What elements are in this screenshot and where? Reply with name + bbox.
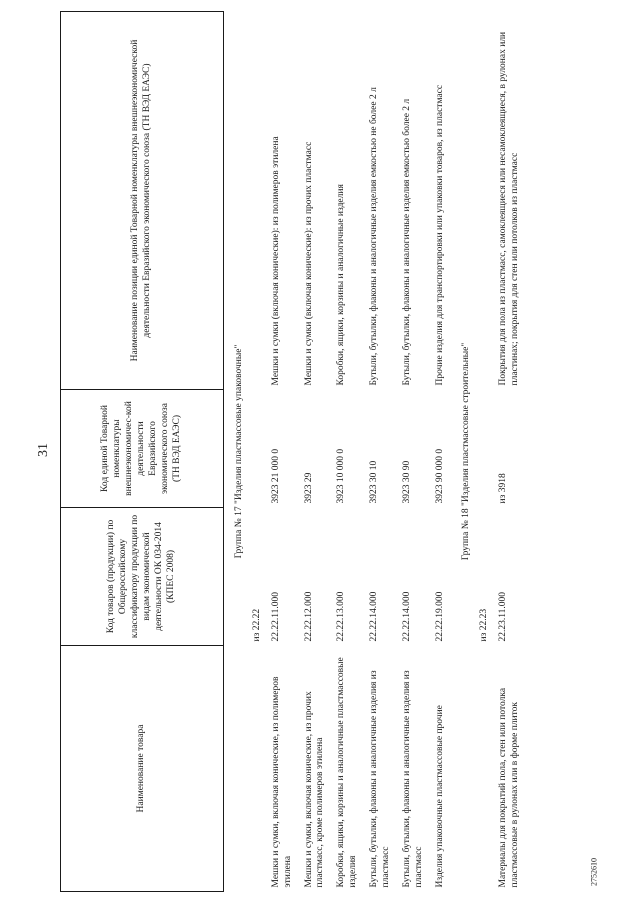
product-name: Мешки и сумки, включая конические, из полимеров этилена (270, 676, 293, 888)
product-name: Коробки, ящики, корзины и аналогичные пластмассовые изделия (336, 657, 359, 888)
table-row (365, 12, 398, 892)
header-tnved-name: Наименование позиции единой Товарной номенклатуры внешнеэкономической деятельности Евразийского экономического союза (ТН ВЭД ЕАЭС) (61, 12, 224, 390)
table-row (300, 12, 333, 892)
group-title: Группа № 17 "Изделия пластмассовые упаковочные" (234, 344, 244, 559)
table-row (332, 12, 365, 892)
tnved-code: 3923 30 10 (369, 460, 379, 504)
tnved-description: Мешки и сумки (включая конические): из прочих пластмасс (303, 141, 314, 386)
tnved-code: из 3918 (498, 473, 509, 504)
tnved-description: Бутыли, бутылки, флаконы и аналогичные изделия емкостью более 2 л (401, 98, 412, 386)
okpd-code: 22.23.11.000 (498, 591, 509, 642)
product-name: Бутыли, бутылки, флаконы и аналогичные изделия из пластмасс (401, 670, 424, 888)
tnved-code: 3923 10 000 0 (336, 448, 347, 504)
group-title: Группа № 18 "Изделия пластмассовые строительные" (461, 342, 472, 561)
group-header (451, 12, 477, 892)
product-name: Материалы для покрытий пола, стен или потолка пластмассовые в рулонах или в форме плиток (498, 687, 520, 888)
okpd-code: 22.22.13.000 (336, 591, 347, 642)
header-product-name: Наименование товара (61, 646, 224, 892)
classification-table (60, 11, 527, 892)
tnved-code: 3923 30 90 (401, 460, 412, 504)
tnved-description: Покрытия для пола из пластмасс, самоклеящиеся или несамоклеящиеся, в рулонах или пластинах; покрытия для стен или потолков из пластмасс (498, 31, 520, 386)
okpd-code: 22.22.14.000 (369, 591, 379, 642)
group-okpd-range: из 22.23 (479, 608, 490, 642)
header-okpd-code: Код товаров (продукции) по Общероссийскому классификатору продукции по видам экономической деятельности ОК 034-2014 (КПЕС 2008) (61, 508, 224, 646)
page-number: 31 (36, 443, 51, 457)
group-okpd-range: из 22.22 (251, 608, 262, 642)
table-header (61, 12, 224, 892)
tnved-description: Коробки, ящики, корзины и аналогичные изделия (336, 184, 347, 386)
product-name: Мешки и сумки, включая конические, из прочих пластмасс, кроме полимеров этилена (303, 691, 326, 888)
rotated-page (60, 12, 600, 892)
okpd-code: 22.22.12.000 (303, 591, 314, 642)
table-body (224, 12, 527, 892)
group-subheader (250, 12, 267, 892)
group-header (224, 12, 250, 892)
table-row (267, 12, 300, 892)
product-name: Изделия упаковочные пластмассовые прочие (434, 705, 445, 888)
tnved-description: Мешки и сумки (включая конические): из полимеров этилена (270, 136, 281, 386)
table-row (494, 12, 527, 892)
tnved-code: 3923 90 000 0 (434, 448, 445, 504)
okpd-code: 22.22.11.000 (270, 591, 281, 642)
tnved-description: Прочие изделия для транспортировки или упаковки товаров, из пластмасс (434, 84, 445, 386)
okpd-code: 22.22.14.000 (401, 591, 412, 642)
document-code: 2752610 (589, 858, 599, 886)
tnved-code: 3923 21 000 0 (270, 448, 281, 504)
table-row (431, 12, 452, 892)
tnved-description: Бутыли, бутылки, флаконы и аналогичные изделия емкостью не более 2 л (369, 87, 379, 386)
header-tnved-code: Код единой Товарной номенклатуры внешнеэкономичес-кой деятельности Евразийского экономического союза (ТН ВЭД ЕАЭС) (61, 390, 224, 508)
tnved-code: 3923 29 (303, 472, 314, 504)
group-subheader (477, 12, 494, 892)
table-row (398, 12, 431, 892)
okpd-code: 22.22.19.000 (434, 591, 445, 642)
product-name: Бутыли, бутылки, флаконы и аналогичные изделия из пластмасс (369, 670, 391, 888)
